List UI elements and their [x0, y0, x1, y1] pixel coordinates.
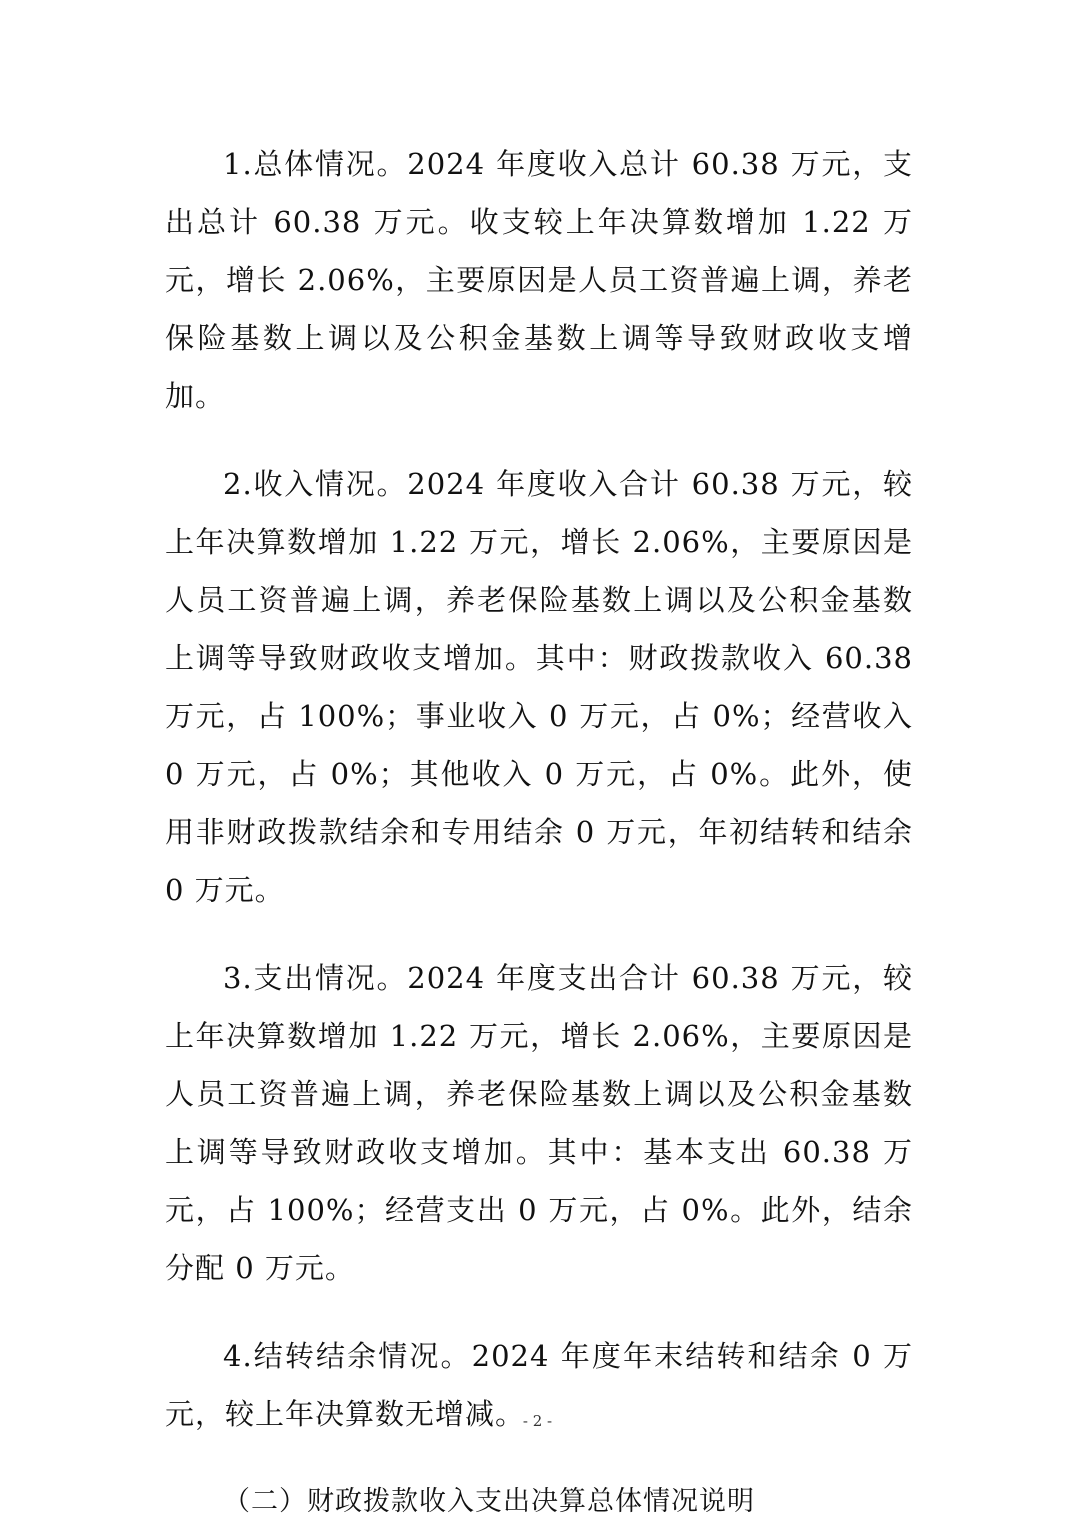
paragraph-income: 2.收入情况。2024 年度收入合计 60.38 万元，较上年决算数增加 1.22 万元，增长 2.06%，主要原因是人员工资普遍上调，养老保险基数上调以及公积金基数上调等导致财政收支增加。其中：财政拨款收入 60.38 万元，占 100%；事业收入 0 万元，占 0%；经营收入 0 万元，占 0%；其他收入 0 万元，占 0%。此外，使用非财政拨款结余和专用结余 0 万元，年初结转和结余 0 万元。: [165, 467, 913, 907]
paragraph-expenditure: 3.支出情况。2024 年度支出合计 60.38 万元，较上年决算数增加 1.22 万元，增长 2.06%，主要原因是人员工资普遍上调，养老保险基数上调以及公积金基数上调等导致财政收支增加。其中：基本支出 60.38 万元，占 100%；经营支出 0 万元，占 0%。此外，结余分配 0 万元。: [165, 961, 913, 1285]
paragraph-overall: 1.总体情况。2024 年度收入总计 60.38 万元，支出总计 60.38 万元。收支较上年决算数增加 1.22 万元，增长 2.06%，主要原因是人员工资普遍上调，养老保险基数上调以及公积金基数上调等导致财政收支增加。: [165, 147, 913, 413]
paragraph-carryover: 4.结转结余情况。2024 年度年末结转和结余 0 万元，较上年决算数无增减。: [165, 1339, 913, 1431]
document-body: [165, 135, 913, 1531]
section-heading: （二）财政拨款收入支出决算总体情况说明: [223, 1486, 755, 1517]
page-number: - 2 -: [522, 1412, 553, 1430]
